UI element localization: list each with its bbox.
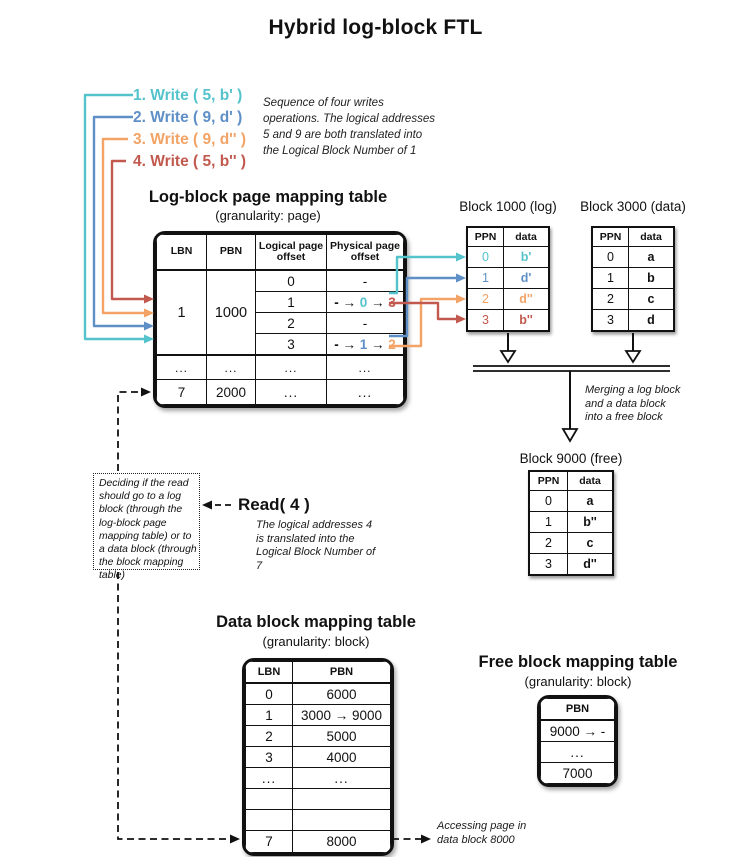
block-3000-row-0: 0 a bbox=[593, 247, 674, 268]
free-row-0: 9000 → - bbox=[541, 720, 615, 742]
read-note: The logical addresses 4 is translated into the Logical Block Number of 7 bbox=[256, 519, 376, 572]
access-note: Accessing page in data block 8000 bbox=[437, 820, 527, 846]
arrow-icon: → bbox=[342, 336, 356, 352]
decision-to-log-table-dashed-line bbox=[118, 392, 141, 471]
free-block-arrowhead-icon bbox=[563, 429, 577, 441]
block-9000-row-2: 2 c bbox=[530, 533, 613, 554]
access-arrowhead-icon bbox=[421, 835, 431, 844]
free-block-mapping-table bbox=[537, 695, 618, 787]
read-decision-note-box: Deciding if the read should go to a log block (through the log-block page mapping table) or to a data block (through the block mapping table) bbox=[93, 473, 200, 570]
block-1000-header-data: data bbox=[504, 228, 549, 247]
block-9000-title: Block 9000 (free) bbox=[519, 451, 623, 466]
log-physical-1 bbox=[327, 292, 404, 313]
data-col-header-lbn: LBN bbox=[246, 662, 293, 684]
physical-3-old: - bbox=[334, 336, 339, 352]
block-1000-header-ppn: PPN bbox=[468, 228, 504, 247]
data-row-empty-1 bbox=[246, 789, 391, 810]
arrow-icon: → bbox=[371, 336, 385, 352]
log-logical-2: 2 bbox=[256, 313, 327, 334]
data-row-empty-2 bbox=[246, 810, 391, 831]
log-col-header-logical: Logical page offset bbox=[256, 235, 327, 271]
block-3000-header-data: data bbox=[629, 228, 674, 247]
block-3000-title: Block 3000 (data) bbox=[580, 199, 686, 214]
log-col-header-physical: Physical page offset bbox=[327, 235, 404, 271]
block-9000-header-data: data bbox=[568, 472, 613, 491]
block1000-merge-arrowhead-icon bbox=[501, 351, 515, 362]
block-1000-row-1: 1 d' bbox=[468, 268, 549, 289]
physical-3-first: 1 bbox=[359, 336, 368, 352]
data-row-dots: ... ... bbox=[246, 768, 391, 789]
writes-sequence-note: Sequence of four writes operations. The logical addresses 5 and 9 are both translated into the Logical Block Number of 1 bbox=[263, 97, 435, 157]
data-row-2: 2 5000 bbox=[246, 726, 391, 747]
arrow-icon: → bbox=[342, 294, 356, 310]
data-row-3: 3 4000 bbox=[246, 747, 391, 768]
merge-note: Merging a log block and a data block into a free block bbox=[585, 384, 681, 423]
log-logical-3: 3 bbox=[256, 334, 327, 356]
data-col-header-pbn: PBN bbox=[293, 662, 391, 684]
free-table-title: Free block mapping table bbox=[478, 653, 678, 671]
log-row7-arrowhead-icon bbox=[141, 388, 151, 397]
physical-1-second: 3 bbox=[388, 294, 396, 310]
data-table-subtitle: (granularity: block) bbox=[262, 634, 370, 649]
ppn1-arrowhead-icon bbox=[456, 274, 466, 283]
log-row-7: 7 2000 ... ... bbox=[157, 380, 404, 405]
log-physical-0: - bbox=[327, 270, 404, 292]
log-table-grid bbox=[156, 234, 404, 405]
log-offset-row-0 bbox=[157, 270, 404, 292]
log-physical-2: - bbox=[327, 313, 404, 334]
log-logical-1: 1 bbox=[256, 292, 327, 313]
read-label: Read( 4 ) bbox=[238, 495, 310, 514]
log-logical-0: 0 bbox=[256, 270, 327, 292]
block-3000-row-3: 3 d bbox=[593, 310, 674, 331]
log-table-title: Log-block page mapping table bbox=[148, 188, 388, 206]
block-3000-table bbox=[591, 226, 675, 332]
block-9000-row-1: 1 b'' bbox=[530, 512, 613, 533]
data-table-title: Data block mapping table bbox=[216, 613, 416, 631]
block-9000-header-ppn: PPN bbox=[530, 472, 568, 491]
data-row-1: 1 3000 → 9000 bbox=[246, 705, 391, 726]
read-arrowhead-icon bbox=[202, 501, 212, 510]
log-pbn-cell: 1000 bbox=[207, 270, 256, 355]
write4-connector-line bbox=[112, 161, 145, 299]
write-op-3: 3. Write ( 9, d'' ) bbox=[133, 131, 247, 148]
block-9000-row-0: 0 a bbox=[530, 491, 613, 512]
write-operations-list bbox=[133, 85, 246, 173]
physical-1-first: 0 bbox=[359, 294, 368, 310]
block3000-merge-arrowhead-icon bbox=[626, 351, 640, 362]
page-title: Hybrid log-block FTL bbox=[268, 16, 483, 39]
physical-1-old: - bbox=[334, 294, 339, 310]
ppn2-arrowhead-icon bbox=[456, 295, 466, 304]
data-row-0: 0 6000 bbox=[246, 683, 391, 705]
block-1000-row-0: 0 b' bbox=[468, 247, 549, 268]
block-3000-row-2: 2 c bbox=[593, 289, 674, 310]
log-lbn-cell: 1 bbox=[157, 270, 207, 355]
log-table-subtitle: (granularity: page) bbox=[215, 208, 321, 223]
data-row7-arrowhead-icon bbox=[230, 835, 240, 844]
write-op-2: 2. Write ( 9, d' ) bbox=[133, 109, 243, 126]
log-physical-3 bbox=[327, 334, 404, 356]
log-dots-row: ... ... ... ... bbox=[157, 355, 404, 380]
free-row-dots: ... bbox=[541, 742, 615, 763]
block-9000-row-3: 3 d'' bbox=[530, 554, 613, 575]
log-block-page-mapping-table bbox=[153, 231, 407, 408]
data-row-7: 7 8000 bbox=[246, 831, 391, 853]
block-3000-row-1: 1 b bbox=[593, 268, 674, 289]
data-block-mapping-table bbox=[242, 658, 394, 856]
block-9000-table bbox=[528, 470, 614, 576]
free-table-subtitle: (granularity: block) bbox=[524, 674, 632, 689]
free-col-header-pbn: PBN bbox=[541, 699, 615, 721]
write-op-1: 1. Write ( 5, b' ) bbox=[133, 87, 243, 104]
block-1000-row-2: 2 d'' bbox=[468, 289, 549, 310]
ppn0-arrowhead-icon bbox=[456, 253, 466, 262]
log-col-header-lbn: LBN bbox=[157, 235, 207, 271]
log-col-header-pbn: PBN bbox=[207, 235, 256, 271]
block-1000-row-3: 3 b'' bbox=[468, 310, 549, 331]
block-1000-title: Block 1000 (log) bbox=[459, 199, 557, 214]
arrow-icon: → bbox=[371, 294, 385, 310]
physical-3-second: 2 bbox=[388, 336, 396, 352]
block-3000-header-ppn: PPN bbox=[593, 228, 629, 247]
block-1000-table bbox=[466, 226, 550, 332]
ppn3-arrowhead-icon bbox=[456, 315, 466, 324]
free-row-1: 7000 bbox=[541, 763, 615, 784]
write-op-4: 4. Write ( 5, b'' ) bbox=[133, 153, 247, 170]
